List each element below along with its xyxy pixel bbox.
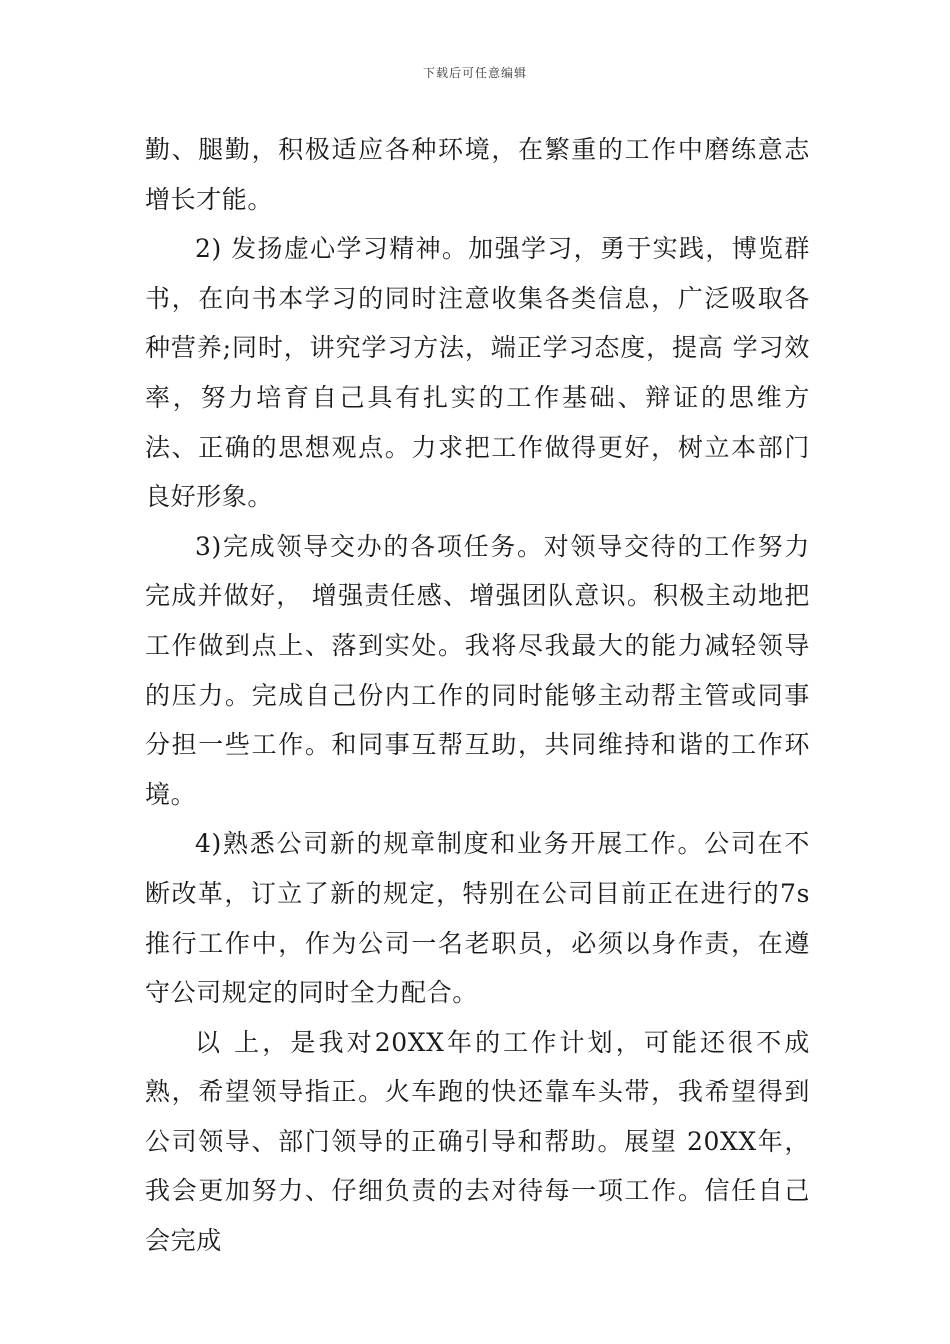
paragraph-item-2: 2) 发扬虚心学习精神。加强学习，勇于实践，博览群书，在向书本学习的同时注意收集各类信息，广泛吸取各种营养;同时，讲究学习方法，端正学习态度，提高 学习效率，努力培育自己具有扎实的工作基础、辩证的思维方法、正确的思想观点。力求把工作做得更好，树立本部门良好形象。 <box>145 234 810 512</box>
paragraph-continuation: 勤、腿勤，积极适应各种环境，在繁重的工作中磨练意志增长才能。 <box>145 135 810 214</box>
paragraph-item-4: 4)熟悉公司新的规章制度和业务开展工作。公司在不断改革，订立了新的规定，特别在公司目前正在进行的7s推行工作中，作为公司一名老职员，必须以身作责，在遵守公司规定的同时全力配合。 <box>145 829 810 1008</box>
paragraph-summary: 以 上，是我对20XX年的工作计划，可能还很不成熟，希望领导指正。火车跑的快还靠车头带，我希望得到公司领导、部门领导的正确引导和帮助。展望 20XX年，我会更加努力、仔细负责的去对待每一项工作。信任自己会完成 <box>145 1027 810 1256</box>
document-body <box>145 125 810 1266</box>
paragraph-item-3: 3)完成领导交办的各项任务。对领导交待的工作努力完成并做好， 增强责任感、增强团队意识。积极主动地把工作做到点上、落到实处。我将尽我最大的能力减轻领导的压力。完成自己份内工作的同时能够主动帮主管或同事分担一些工作。和同事互帮互助，共同维持和谐的工作环境。 <box>145 531 810 809</box>
header-note: 下载后可任意编辑 <box>422 66 527 80</box>
